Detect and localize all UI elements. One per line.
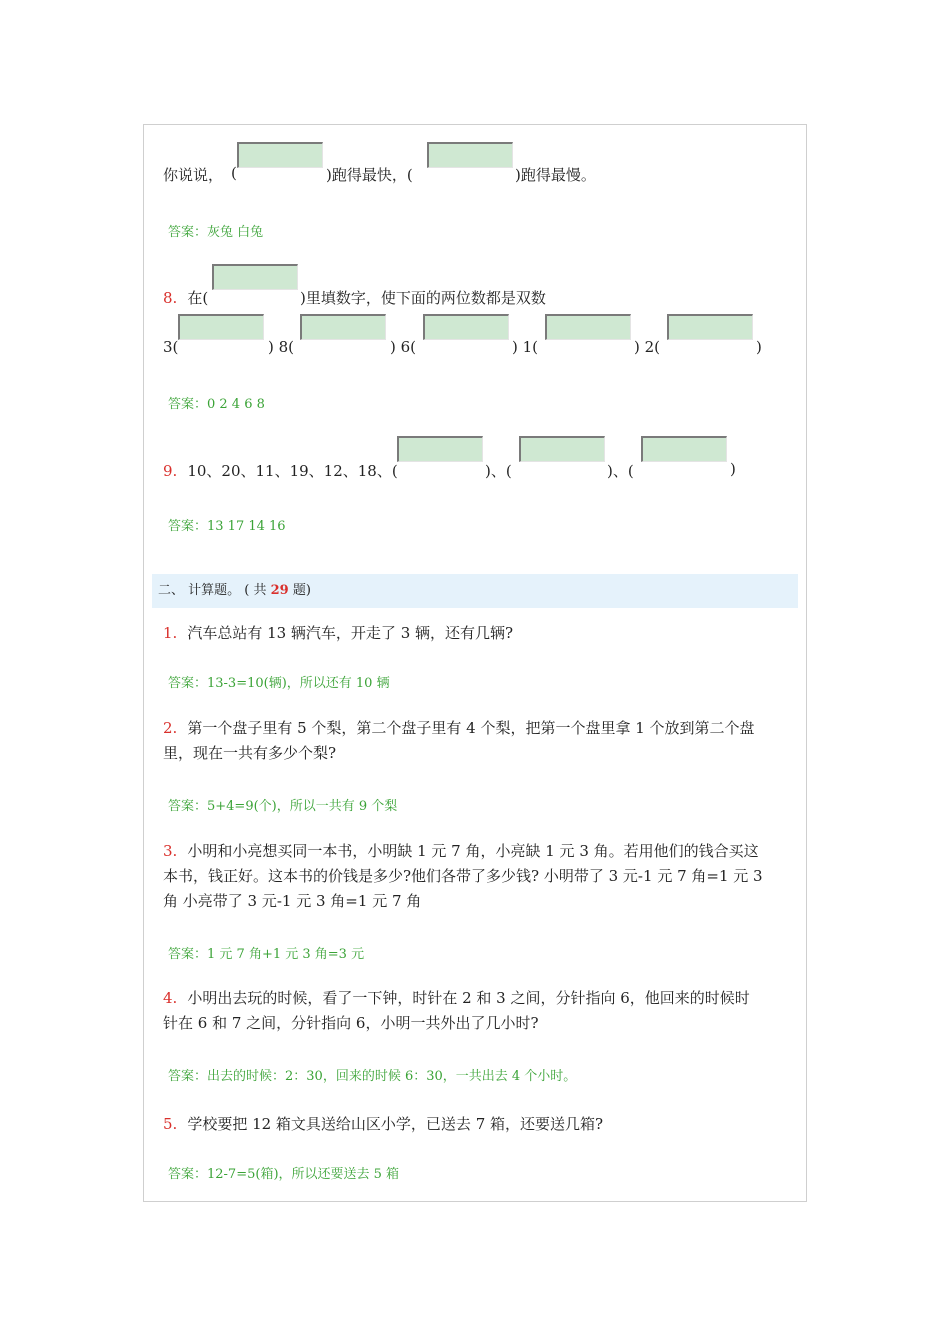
q9-answer-box-2[interactable] (519, 436, 605, 462)
q9-answer: 答案：13 17 14 16 (168, 519, 286, 534)
q8-item-1: ) 8( (268, 338, 295, 356)
q9-end: ) (730, 460, 736, 478)
q8-answer-box-4[interactable] (545, 314, 631, 340)
q8-answer: 答案：0 2 4 6 8 (168, 397, 265, 412)
calc-q3-text-3: 角 小亮带了 3 元-1 元 3 角=1 元 7 角 (163, 892, 422, 910)
q9-number: 9. (163, 462, 178, 480)
q8-text-b: )里填数字，使下面的两位数都是双数 (300, 289, 546, 307)
q9-answer-box-3[interactable] (641, 436, 727, 462)
q7-answer-box-2[interactable] (427, 142, 513, 168)
q8-instruction-box[interactable] (212, 264, 298, 290)
section-prefix: 二、 计算题。 ( 共 (158, 583, 271, 598)
q8-answer-box-2[interactable] (300, 314, 386, 340)
calc-q2-number: 2. (163, 719, 178, 737)
calc-q5-answer: 答案：12-7=5(箱)，所以还要送去 5 箱 (168, 1167, 400, 1182)
q7-text-mid: )跑得最快，( (326, 166, 413, 184)
calc-q2-text-1: 第一个盘子里有 5 个梨，第二个盘子里有 4 个梨，把第一个盘里拿 1 个放到第二个盘 (187, 719, 755, 737)
calc-q2 (163, 716, 755, 766)
calc-q2-answer: 答案：5+4=9(个)，所以一共有 9 个梨 (168, 799, 398, 814)
calc-q5-number: 5. (163, 1115, 178, 1133)
q8-item-4: ) 2( (634, 338, 661, 356)
q7-paren-left: ( (231, 164, 237, 182)
q8-text-a: 在( (187, 289, 209, 307)
calc-q1 (163, 622, 513, 643)
q8-item-3: ) 1( (512, 338, 539, 356)
q7-text-pre: 你说说， (163, 166, 224, 184)
calc-q5-text: 学校要把 12 箱文具送给山区小学，已送去 7 箱，还要送几箱? (187, 1115, 604, 1133)
calc-q1-answer: 答案：13-3=10(辆)，所以还有 10 辆 (168, 676, 390, 691)
calc-q4-text-1: 小明出去玩的时候，看了一下钟，时针在 2 和 3 之间，分针指向 6，他回来的时候时 (187, 989, 750, 1007)
calc-q1-text: 汽车总站有 13 辆汽车，开走了 3 辆，还有几辆? (187, 624, 514, 642)
section-count: 29 (270, 583, 289, 598)
q9-sep-2: )、( (607, 462, 634, 480)
calc-q4-answer: 答案：出去的时候：2：30，回来的时候 6：30，一共出去 4 个小时。 (168, 1069, 577, 1084)
q8-answer-box-1[interactable] (178, 314, 264, 340)
calc-q3-number: 3. (163, 842, 178, 860)
calc-q4-number: 4. (163, 989, 178, 1007)
q8-question (163, 287, 208, 308)
section-header-calculation (152, 574, 798, 608)
calc-q4-text-2: 针在 6 和 7 之间，分针指向 6，小明一共外出了几小时? (163, 1014, 539, 1032)
calc-q3-text-1: 小明和小亮想买同一本书，小明缺 1 元 7 角，小亮缺 1 元 3 角。若用他们的钱合买这 (187, 842, 759, 860)
calc-q3 (163, 839, 763, 914)
q7-text-end: )跑得最慢。 (515, 166, 596, 184)
calc-q5 (163, 1113, 603, 1134)
q9-question (163, 460, 398, 481)
q9-answer-box-1[interactable] (397, 436, 483, 462)
calc-q4 (163, 986, 750, 1036)
calc-q3-text-2: 本书，钱正好。这本书的价钱是多少?他们各带了多少钱? 小明带了 3 元-1 元 7 角=1 元 3 (163, 867, 763, 885)
q7-answer: 答案：灰兔 白兔 (168, 225, 264, 240)
q8-answer-box-5[interactable] (667, 314, 753, 340)
calc-q2-text-2: 里，现在一共有多少个梨? (163, 744, 337, 762)
q8-item-0: 3( (163, 338, 179, 356)
calc-q3-answer: 答案：1 元 7 角+1 元 3 角=3 元 (168, 947, 365, 962)
q9-sep-1: )、( (485, 462, 512, 480)
q8-item-2: ) 6( (390, 338, 417, 356)
q8-item-5: ) (756, 338, 762, 356)
q9-sequence: 10、20、11、19、12、18、( (187, 462, 398, 480)
q7-answer-box-1[interactable] (237, 142, 323, 168)
section-suffix: 题) (288, 583, 311, 598)
q8-number: 8. (163, 289, 178, 307)
calc-q1-number: 1. (163, 624, 178, 642)
q8-answer-box-3[interactable] (423, 314, 509, 340)
